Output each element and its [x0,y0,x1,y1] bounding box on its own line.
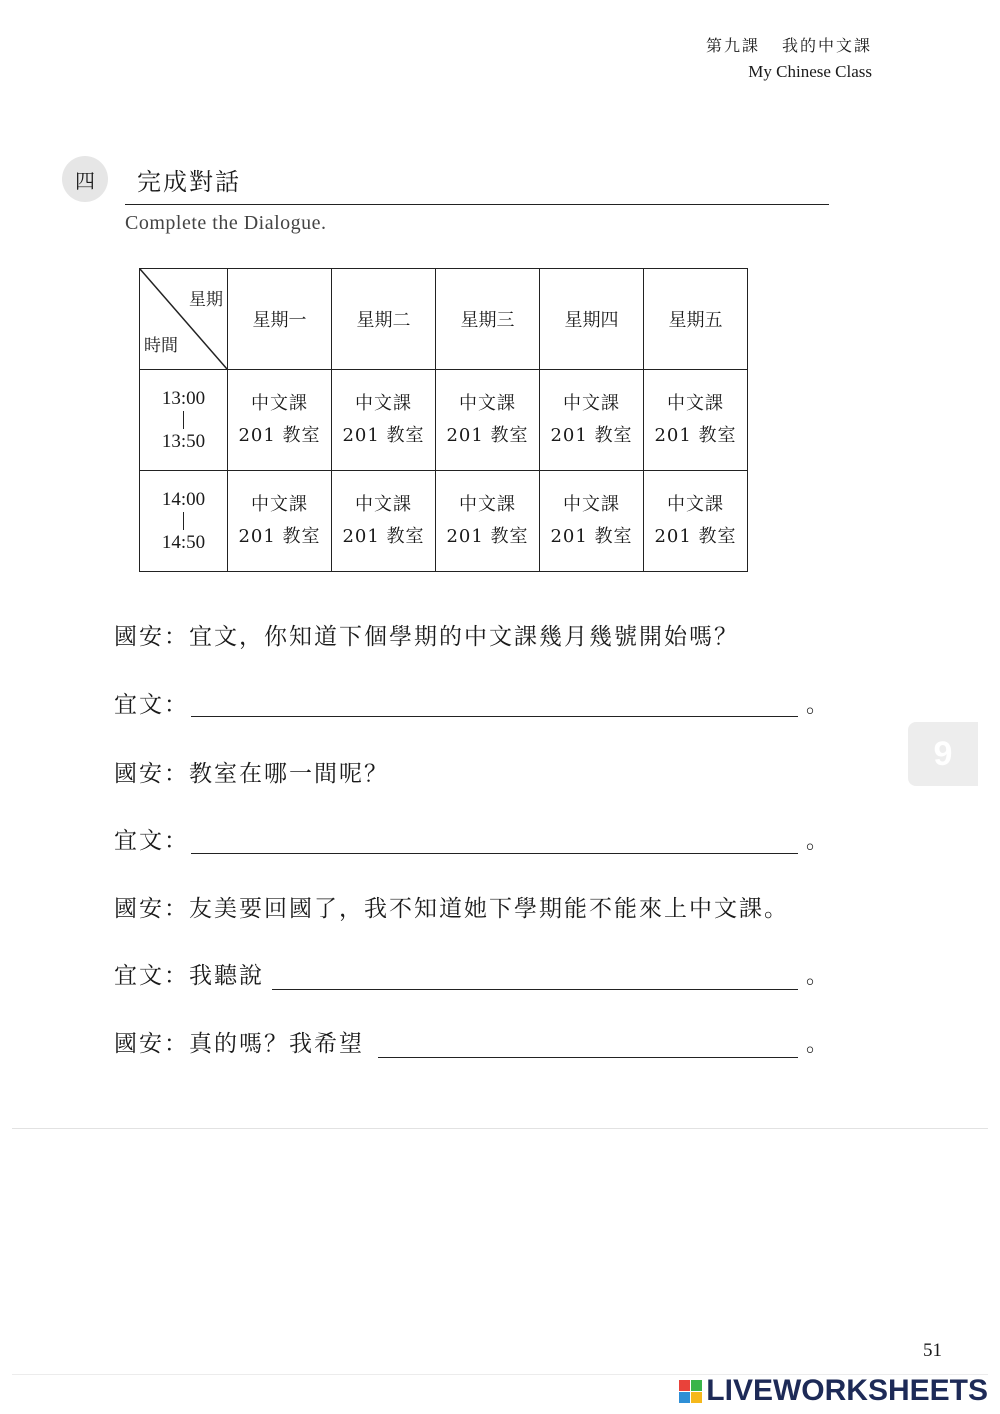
schedule-row [140,471,748,572]
course-name: 中文課 [563,494,620,515]
class-cell [540,370,644,471]
liveworksheets-logo-icon [679,1380,702,1403]
course-name: 中文課 [355,494,412,515]
class-cell [540,471,644,572]
room-name: 201 教室 [446,425,529,446]
room-name: 201 教室 [550,526,633,547]
page-header [684,33,872,82]
day-header-wednesday: 星期三 [436,269,540,370]
course-name: 中文課 [251,393,308,414]
time-start: 13:00 [161,388,206,409]
logo-square [691,1392,702,1403]
room-name: 201 教室 [654,526,737,547]
room-name: 201 教室 [654,425,737,446]
lesson-heading-cn [684,33,872,56]
class-cell [332,370,436,471]
schedule-table [139,268,748,572]
schedule-row [140,370,748,471]
section-number-badge: 四 [62,156,108,202]
corner-label-time: 時間 [144,336,178,356]
period-mark: 。 [806,829,829,854]
logo-square [679,1392,690,1403]
period-mark: 。 [806,1032,829,1057]
liveworksheets-brand[interactable] [679,1374,988,1408]
dialogue-line-4: 宜文： [114,828,189,854]
dialogue-line-1: 國安：宜文，你知道下個學期的中文課幾月幾號開始嗎？ [114,624,739,650]
course-name: 中文課 [667,393,724,414]
schedule-corner-cell [140,269,228,370]
class-cell [436,370,540,471]
answer-blank-4[interactable] [378,1057,798,1058]
brand-name: LIVEWORKSHEETS [706,1374,988,1407]
course-name: 中文課 [251,494,308,515]
period-mark: 。 [806,693,829,718]
time-slot [140,370,228,471]
day-header-monday: 星期一 [228,269,332,370]
dialogue-line-2: 宜文： [114,692,189,718]
logo-square [691,1380,702,1391]
room-name: 201 教室 [238,526,321,547]
course-name: 中文課 [563,393,620,414]
class-cell [332,471,436,572]
day-header-tuesday: 星期二 [332,269,436,370]
schedule-header-row [140,269,748,370]
course-name: 中文課 [459,393,516,414]
room-name: 201 教室 [342,425,425,446]
class-cell [644,471,748,572]
course-name: 中文課 [355,393,412,414]
answer-blank-3[interactable] [272,989,798,990]
section-title: 完成對話 [137,168,241,196]
lesson-number: 第九課 [705,36,760,55]
dialogue-line-5: 國安：友美要回國了，我不知道她下學期能不能來上中文課。 [114,896,789,922]
time-range-bar [183,411,184,429]
class-cell [228,370,332,471]
section-subtitle: Complete the Dialogue. [125,212,327,234]
lesson-title: 我的中文課 [781,36,872,55]
time-range-bar [183,512,184,530]
time-start: 14:00 [161,489,206,510]
time-end: 13:50 [161,431,206,452]
logo-square [679,1380,690,1391]
course-name: 中文課 [667,494,724,515]
day-header-thursday: 星期四 [540,269,644,370]
page-number: 51 [923,1340,942,1361]
course-name: 中文課 [459,494,516,515]
room-name: 201 教室 [550,425,633,446]
room-name: 201 教室 [446,526,529,547]
chapter-tab: 9 [908,722,978,786]
time-slot [140,471,228,572]
answer-blank-1[interactable] [191,716,798,717]
period-mark: 。 [806,964,829,989]
room-name: 201 教室 [342,526,425,547]
answer-blank-2[interactable] [191,853,798,854]
corner-label-day: 星期 [189,290,223,310]
dialogue-line-7: 國安：真的嗎？我希望 [114,1031,364,1057]
class-cell [436,471,540,572]
class-cell [644,370,748,471]
room-name: 201 教室 [238,425,321,446]
dialogue-line-6: 宜文：我聽說 [114,963,264,989]
day-header-friday: 星期五 [644,269,748,370]
section-divider [125,204,829,205]
footer-divider [12,1128,988,1129]
class-cell [228,471,332,572]
dialogue-line-3: 國安：教室在哪一間呢？ [114,761,389,787]
time-end: 14:50 [161,532,206,553]
lesson-title-en: My Chinese Class [748,62,872,81]
